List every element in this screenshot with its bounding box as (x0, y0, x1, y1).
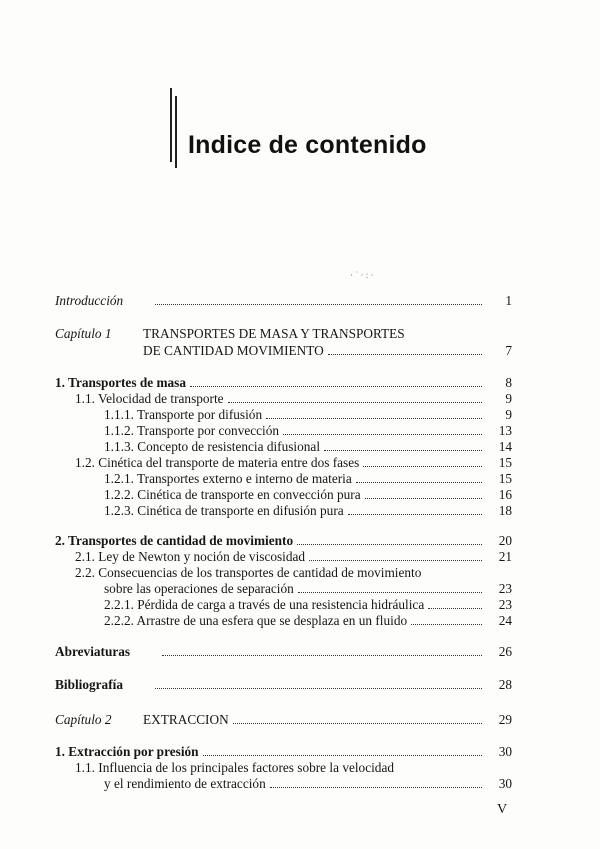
toc-entry-s1 (55, 374, 512, 391)
toc-label: 2. Transportes de cantidad de movimiento (55, 533, 294, 548)
toc-label: 1.2.1. Transportes externo e interno de materia (104, 471, 352, 486)
toc-page: 28 (498, 677, 512, 692)
toc-page: 16 (498, 487, 512, 502)
toc-entry-e1 (55, 743, 512, 760)
toc-entry-s1-2-3 (104, 502, 512, 519)
chapter-label: Capítulo 1 (55, 326, 112, 341)
toc-entry-s1-2-2 (104, 486, 512, 503)
toc-label: 1.1.3. Concepto de resistencia difusional (104, 439, 321, 454)
toc-entry-s1-2-1 (104, 470, 512, 487)
toc-page: 13 (498, 423, 512, 438)
dot-leader (155, 303, 482, 305)
toc-label: 1.1. Velocidad de transporte (75, 391, 224, 406)
toc-entry-abreviaturas (55, 643, 512, 660)
toc-page: 30 (498, 776, 512, 791)
toc-page: 8 (505, 375, 512, 390)
toc-page: 29 (498, 712, 512, 727)
dot-leader (297, 543, 482, 545)
toc-label: 1.2.3. Cinética de transporte en difusión pura (104, 503, 344, 518)
toc-label: Introducción (55, 293, 124, 308)
dot-leader (190, 385, 482, 387)
toc-label: 1. Transportes de masa (55, 375, 187, 390)
toc-label: sobre las operaciones de separación (104, 581, 294, 596)
toc-label: 1.1.2. Transporte por convección (104, 423, 280, 438)
dot-leader (162, 654, 482, 656)
toc-label: 2.2.1. Pérdida de carga a través de una resistencia hidráulica (104, 597, 425, 612)
toc-page: 23 (498, 581, 512, 596)
toc-page: 30 (498, 744, 512, 759)
dot-leader (309, 559, 482, 561)
toc-entry-s1-1-1 (104, 406, 512, 423)
toc-label: 1.2. Cinética del transporte de materia entre dos fases (75, 455, 360, 470)
toc-page: 14 (498, 439, 512, 454)
toc-page: 21 (498, 549, 512, 564)
chapter-label: Capítulo 2 (55, 712, 112, 727)
toc-entry-s1-2 (75, 454, 512, 471)
chapter-title: EXTRACCION (143, 712, 229, 727)
toc-entry-s2-2 (104, 580, 512, 597)
toc-label: 1. Extracción por presión (55, 744, 199, 759)
dot-leader (266, 417, 482, 419)
toc-page: 20 (498, 533, 512, 548)
decorative-bar-2 (175, 96, 177, 168)
toc-entry-s2-2-1 (104, 596, 512, 613)
dot-leader (233, 722, 482, 724)
toc-entry-s1-1 (75, 390, 512, 407)
toc-page: 9 (505, 391, 512, 406)
dot-leader (428, 607, 482, 609)
toc-page: 1 (505, 293, 512, 308)
dot-leader (324, 449, 482, 451)
dot-leader (270, 786, 482, 788)
dot-leader (228, 401, 482, 403)
toc-entry-s1-1-3 (104, 438, 512, 455)
dot-leader (203, 754, 482, 756)
toc-page: 9 (505, 407, 512, 422)
toc-entry-e1-1 (104, 775, 512, 792)
toc-page: 23 (498, 597, 512, 612)
decorative-bar-1 (170, 88, 172, 162)
toc-label: 1.2.2. Cinética de transporte en convección pura (104, 487, 361, 502)
toc-entry-s2 (55, 532, 512, 549)
dot-leader (363, 465, 482, 467)
dot-leader (298, 591, 482, 593)
dot-leader (411, 623, 482, 625)
toc-entry-cap1 (143, 342, 512, 359)
page-title: Indice de contenido (188, 131, 427, 159)
toc-label: y el rendimiento de extracción (104, 776, 266, 791)
toc-label: Abreviaturas (55, 644, 131, 659)
chapter-title-line1: TRANSPORTES DE MASA Y TRANSPORTES (143, 326, 405, 341)
toc-entry-e1-1-line1: 1.1. Influencia de los principales factores sobre la velocidad (75, 760, 395, 775)
toc-page: 26 (498, 644, 512, 659)
dot-leader (365, 497, 482, 499)
toc-label: 2.2.2. Arrastre de una esfera que se desplaza en un fluido (104, 613, 408, 628)
toc-label: Bibliografía (55, 677, 123, 692)
toc-entry-cap2 (143, 711, 512, 728)
dot-leader (328, 353, 482, 355)
toc-entry-introduccion (55, 292, 512, 309)
page-folio: V (497, 802, 508, 817)
toc-entry-s1-1-2 (104, 422, 512, 439)
toc-entry-s2-2-line1: 2.2. Consecuencias de los transportes de cantidad de movimiento (75, 565, 422, 580)
toc-entry-s2-1 (75, 548, 512, 565)
toc-page: 15 (498, 471, 512, 486)
print-speck: · ˙ · : · (350, 270, 374, 280)
chapter-title-line2: DE CANTIDAD MOVIMIENTO (143, 343, 324, 358)
dot-leader (283, 433, 482, 435)
toc-label: 1.1.1. Transporte por difusión (104, 407, 263, 422)
dot-leader (356, 481, 482, 483)
toc-page: 15 (498, 455, 512, 470)
toc-page: 7 (505, 343, 512, 358)
toc-page: 18 (498, 503, 512, 518)
toc-entry-bibliografia (55, 676, 512, 693)
toc-label: 2.1. Ley de Newton y noción de viscosidad (75, 549, 306, 564)
dot-leader (155, 687, 482, 689)
dot-leader (348, 513, 482, 515)
toc-page: 24 (498, 613, 512, 628)
toc-entry-s2-2-2 (104, 612, 512, 629)
